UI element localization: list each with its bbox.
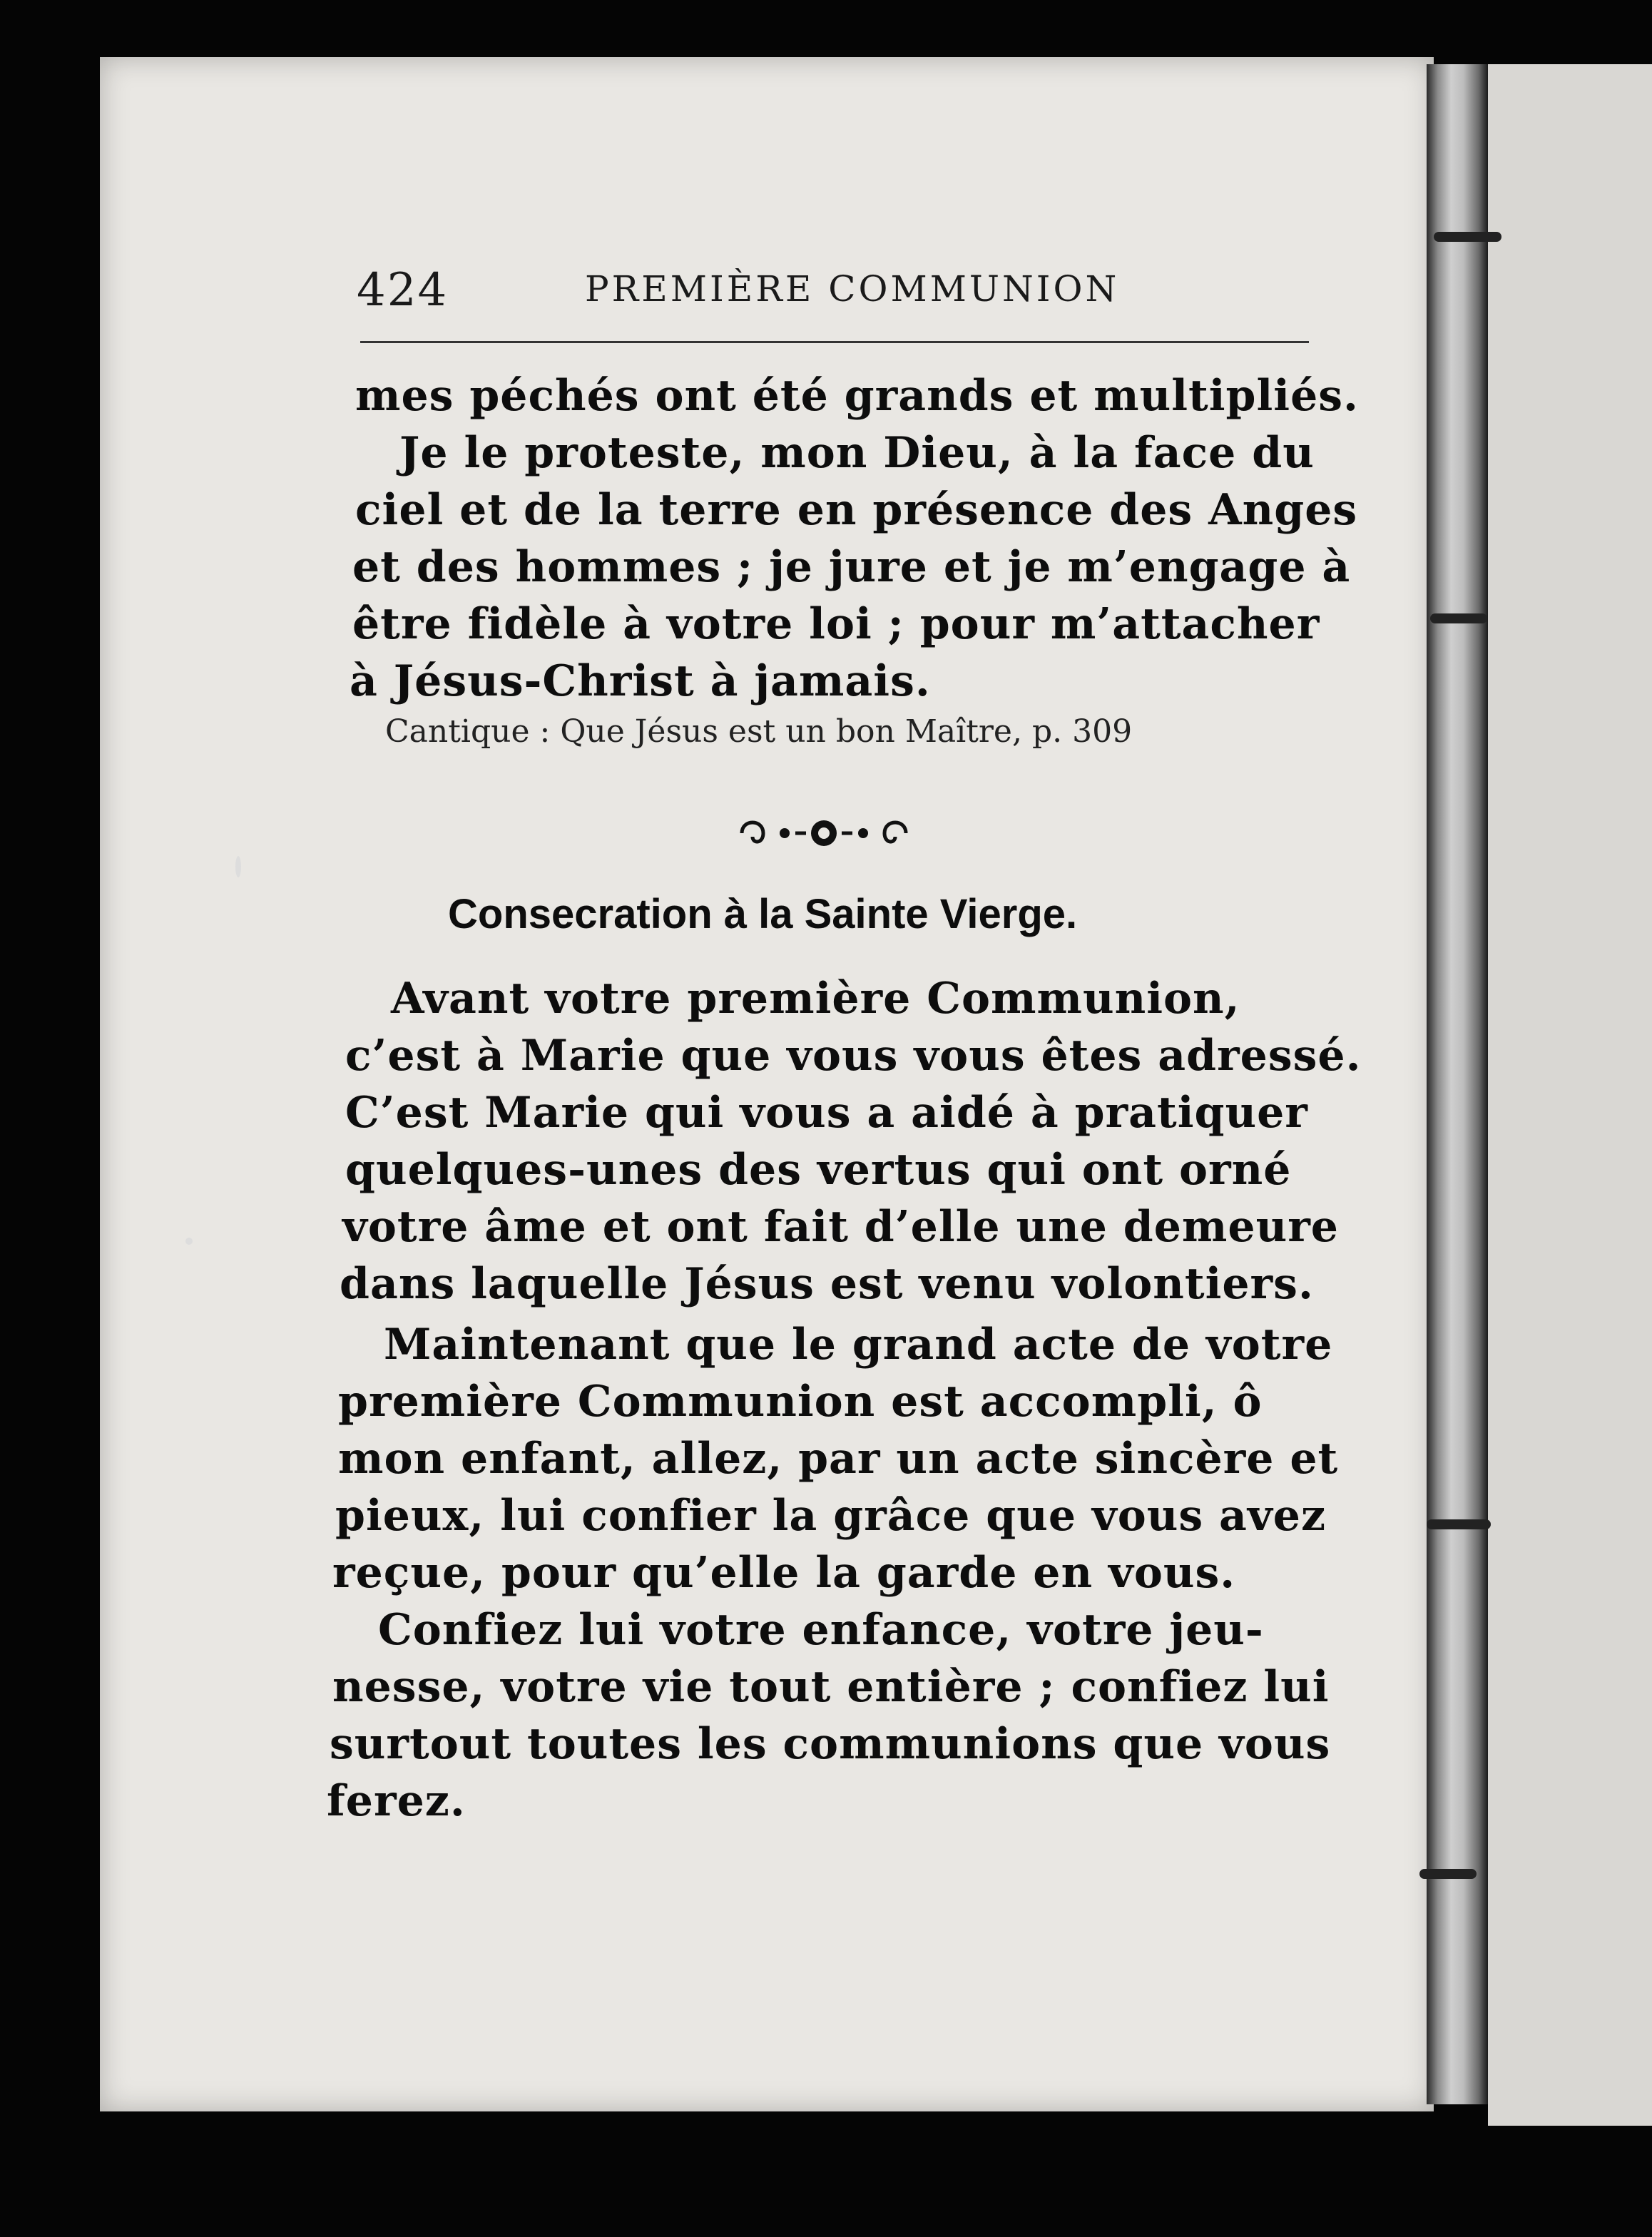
text-line: C’est Marie qui vous a aidé à pratiquer xyxy=(345,1088,1308,1138)
running-head xyxy=(357,264,1305,321)
text-line: et des hommes ; je jure et je m’engage à xyxy=(352,542,1351,592)
fleuron-ornament-icon xyxy=(735,812,913,855)
paper-speck xyxy=(235,856,241,877)
book-spine xyxy=(1427,64,1488,2104)
text-line: être fidèle à votre loi ; pour m’attacher xyxy=(352,599,1320,649)
running-title: PREMIÈRE COMMUNION xyxy=(585,268,1120,310)
text-line: votre âme et ont fait d’elle une demeure xyxy=(342,1202,1339,1252)
binding-thread xyxy=(1419,1869,1477,1879)
binding-thread xyxy=(1427,1519,1491,1529)
text-line: pieux, lui confier la grâce que vous avez xyxy=(335,1491,1327,1541)
facing-page-edge xyxy=(1488,64,1652,2126)
header-rule xyxy=(360,341,1309,343)
text-line: mon enfant, allez, par un acte sincère et xyxy=(338,1434,1339,1484)
text-line: ciel et de la terre en présence des Anges xyxy=(355,485,1358,535)
text-line: Avant votre première Communion, xyxy=(391,974,1240,1024)
text-line: ferez. xyxy=(327,1776,466,1826)
text-line: quelques-unes des vertus qui ont orné xyxy=(345,1145,1292,1195)
text-line: Maintenant que le grand acte de votre xyxy=(384,1320,1333,1370)
cantique-reference: Cantique : Que Jésus est un bon Maître, p. 309 xyxy=(385,713,1133,750)
text-line: mes péchés ont été grands et multipliés. xyxy=(355,371,1359,421)
text-line: dans laquelle Jésus est venu volontiers. xyxy=(340,1259,1314,1309)
text-line: à Jésus-Christ à jamais. xyxy=(350,656,931,706)
binding-thread xyxy=(1430,613,1487,623)
section-title: Consecration à la Sainte Vierge. xyxy=(448,891,1078,937)
book-page xyxy=(100,57,1434,2111)
binding-thread xyxy=(1434,232,1501,242)
text-line: Je le proteste, mon Dieu, à la face du xyxy=(399,428,1315,478)
text-line: surtout toutes les communions que vous xyxy=(330,1719,1331,1769)
text-line: c’est à Marie que vous vous êtes adressé. xyxy=(345,1031,1362,1081)
text-line: nesse, votre vie tout entière ; confiez lui xyxy=(332,1662,1330,1712)
text-line: première Communion est accompli, ô xyxy=(338,1377,1263,1427)
text-line: reçue, pour qu’elle la garde en vous. xyxy=(332,1548,1236,1598)
text-line: Confiez lui votre enfance, votre jeu- xyxy=(378,1605,1264,1655)
paper-speck xyxy=(185,1238,193,1245)
page-number: 424 xyxy=(357,264,449,317)
